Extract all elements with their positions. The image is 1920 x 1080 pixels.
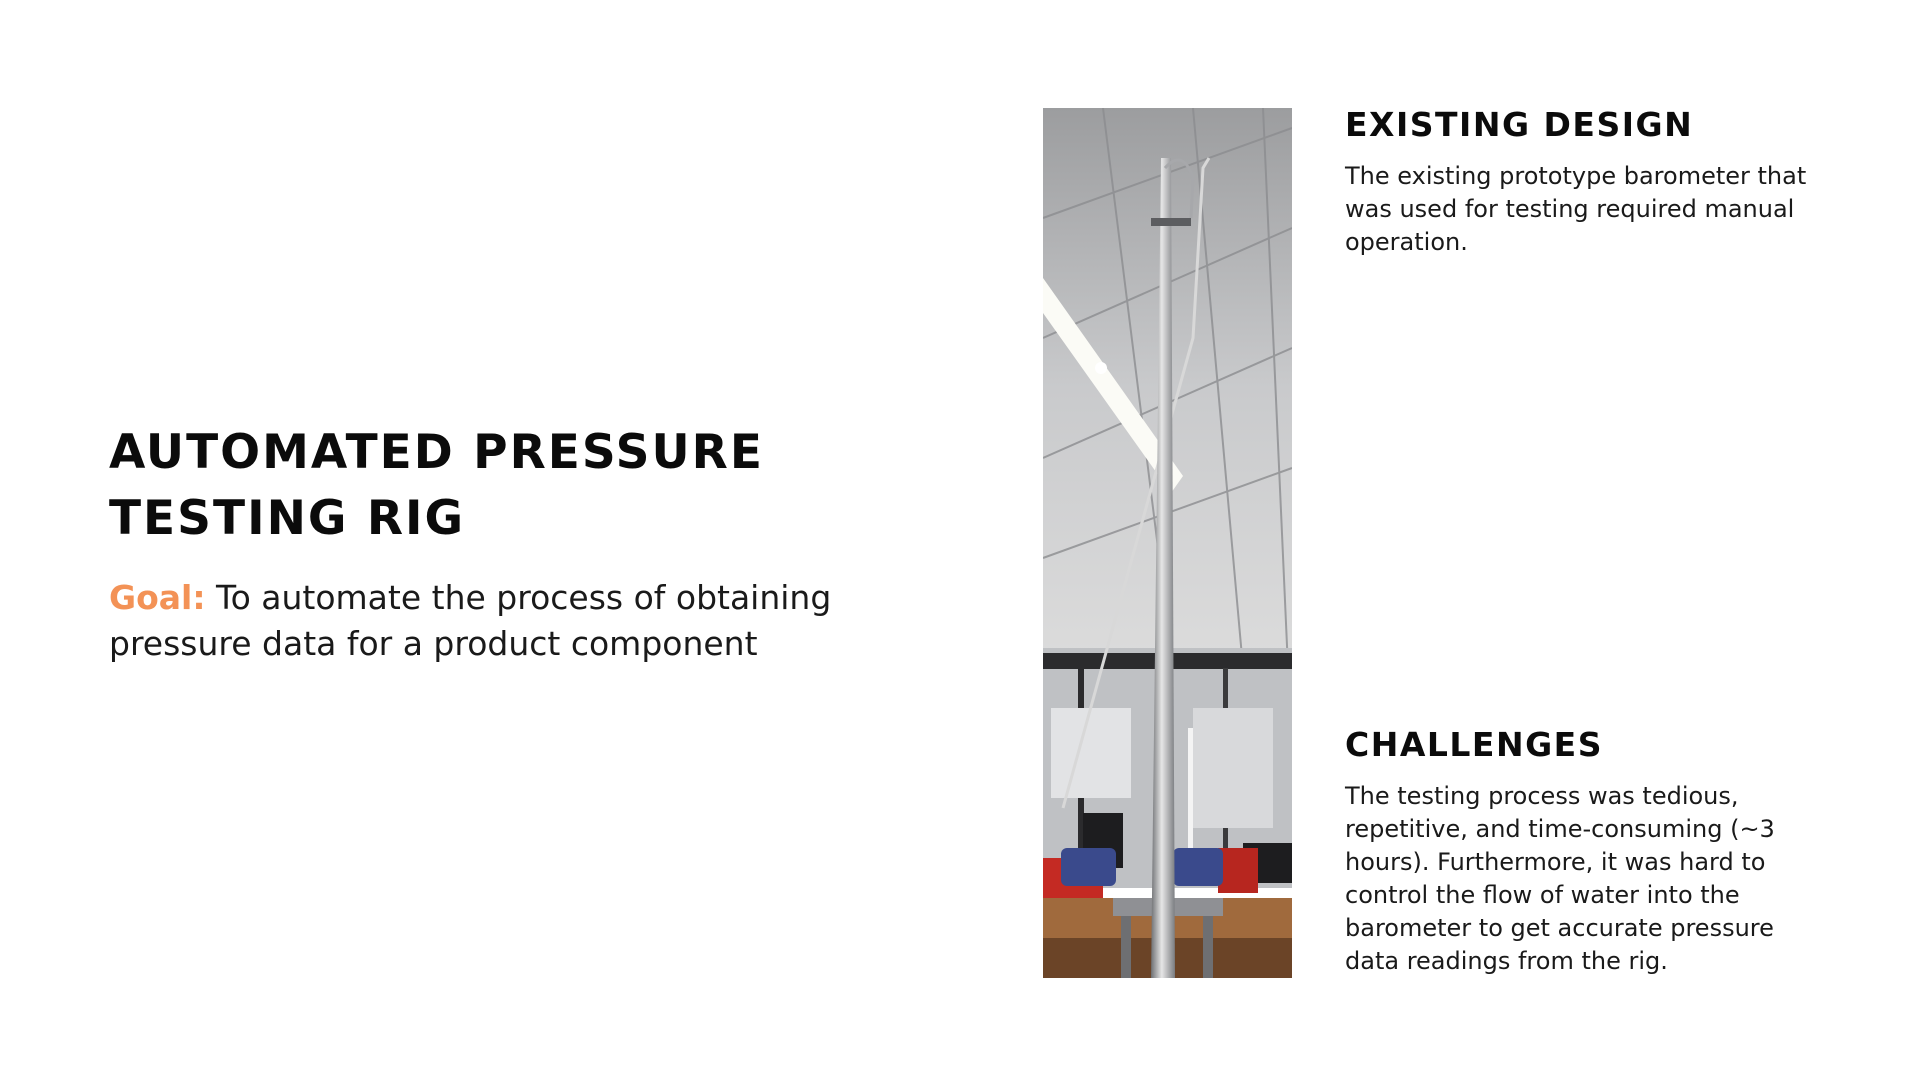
goal-text: To automate the process of obtaining pressure data for a product component [109, 578, 832, 663]
existing-design-heading: EXISTING DESIGN [1345, 105, 1694, 144]
barometer-photo [1043, 108, 1292, 978]
slide-title: AUTOMATED PRESSURE TESTING RIG [109, 425, 764, 546]
challenges-description: The testing process was tedious, repetitive, and time-consuming (~3 hours). Furthermore, it was hard to control the flow of water into the barometer to get accurate pressure data readings from the rig. [1345, 782, 1775, 975]
goal-label: Goal: [109, 578, 206, 617]
challenges-heading: CHALLENGES [1345, 725, 1603, 764]
goal-statement [109, 575, 869, 667]
existing-design-description: The existing prototype barometer that was used for testing required manual operation. [1345, 162, 1807, 256]
